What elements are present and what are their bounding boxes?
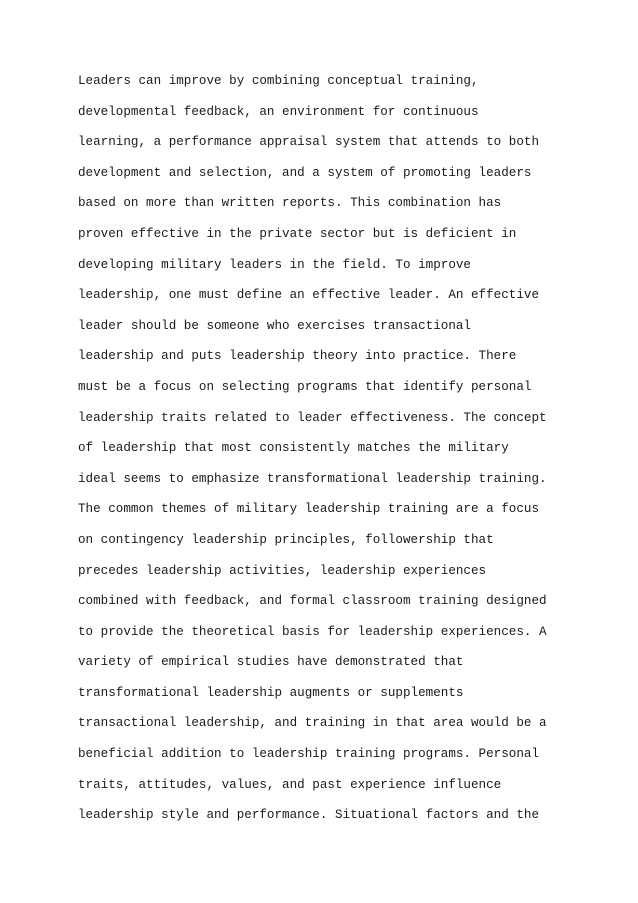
text-line: developmental feedback, an environment for continuous: [78, 104, 479, 119]
text-line: leadership, one must define an effective leader. An effective: [78, 288, 540, 303]
text-line: beneficial addition to leadership training programs. Personal: [78, 747, 540, 762]
text-line: leadership and puts leadership theory into practice. There: [78, 349, 517, 364]
text-line: leader should be someone who exercises transactional: [78, 318, 471, 333]
text-line: development and selection, and a system of promoting leaders: [78, 165, 532, 180]
text-line: must be a focus on selecting programs that identify personal: [78, 379, 532, 394]
text-line: ideal seems to emphasize transformational leadership training.: [78, 471, 547, 486]
text-line: proven effective in the private sector but is deficient in: [78, 226, 517, 241]
text-line: variety of empirical studies have demonstrated that: [78, 655, 464, 670]
text-line: Leaders can improve by combining conceptual training,: [78, 74, 479, 88]
text-line: combined with feedback, and formal classroom training designed: [78, 594, 547, 609]
text-line: traits, attitudes, values, and past experience influence: [78, 777, 502, 792]
text-line: precedes leadership activities, leadership experiences: [78, 563, 487, 578]
body-paragraph: [78, 66, 578, 831]
text-line: transactional leadership, and training in that area would be a: [78, 716, 547, 731]
text-line: to provide the theoretical basis for leadership experiences. A: [78, 624, 547, 639]
text-line: on contingency leadership principles, followership that: [78, 532, 494, 547]
text-line: The common themes of military leadership training are a focus: [78, 502, 540, 517]
text-line: transformational leadership augments or supplements: [78, 685, 464, 700]
text-line: learning, a performance appraisal system that attends to both: [78, 135, 540, 150]
text-line: based on more than written reports. This combination has: [78, 196, 502, 211]
text-line: leadership style and performance. Situational factors and the: [78, 808, 540, 823]
text-line: developing military leaders in the field. To improve: [78, 257, 471, 272]
text-line: of leadership that most consistently matches the military: [78, 441, 509, 456]
text-line: leadership traits related to leader effectiveness. The concept: [78, 410, 547, 425]
